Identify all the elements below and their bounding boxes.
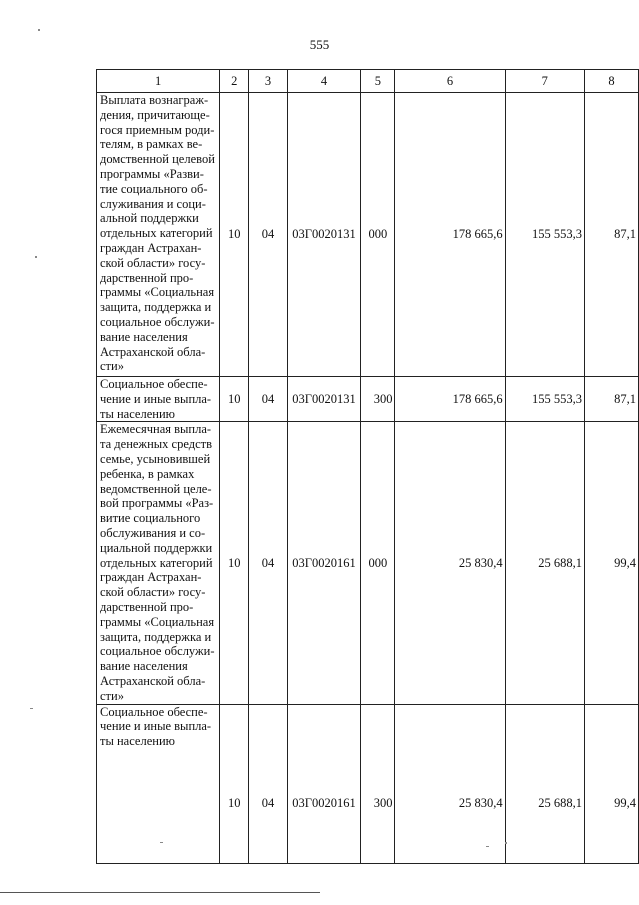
table-header-row — [97, 70, 639, 93]
section-cell: 10 — [220, 704, 249, 863]
expense-type-cell: 000 — [361, 422, 395, 704]
scan-speck — [35, 256, 37, 258]
scan-speck — [30, 708, 33, 709]
expense-name-cell: Ежемесячная выпла-та денежных средств семье, усыновившей ребенка, в рамках ведомственной целе-вой программы «Раз-витие социального обслуживания и со-циальной поддержки отдельных категорий граждан Астрахан-ской области» госу-дарственной про-граммы «Социальная защита, поддержка и социальное обслужи-вание населения Астраханской обла-сти» — [97, 422, 220, 704]
header-cell: 5 — [361, 70, 395, 93]
header-cell: 8 — [585, 70, 639, 93]
target-article-cell: 03Г0020131 — [287, 377, 361, 422]
subsection-cell: 04 — [249, 93, 287, 377]
header-cell: 1 — [97, 70, 220, 93]
scan-speck — [505, 842, 507, 844]
section-cell: 10 — [220, 377, 249, 422]
scan-speck — [486, 846, 489, 847]
approved-amount-cell: 25 830,4 — [395, 422, 505, 704]
header-cell: 7 — [505, 70, 584, 93]
expense-name-cell: Выплата вознаграж-дения, причитающе-гося приемным роди-телям, в рамках ве-домственной целевой программы «Разви-тие социального об-служивания и соци-альной поддержки отдельных категорий граждан Астрахан-ской области» госу-дарственной про-граммы «Социальная защита, поддержка и социальное обслужи-вание населения Астраханской обла-сти» — [97, 93, 220, 377]
table-row — [97, 93, 639, 377]
page-number: 555 — [309, 37, 330, 52]
target-article-cell: 03Г0020161 — [287, 422, 361, 704]
header-cell: 4 — [287, 70, 361, 93]
executed-amount-cell: 155 553,3 — [505, 377, 584, 422]
section-cell: 10 — [220, 422, 249, 704]
execution-percent-cell: 87,1 — [585, 93, 639, 377]
header-cell: 6 — [395, 70, 505, 93]
approved-amount-cell: 178 665,6 — [395, 377, 505, 422]
target-article-cell: 03Г0020161 — [287, 704, 361, 863]
executed-amount-cell: 25 688,1 — [505, 704, 584, 863]
bottom-rule — [0, 892, 320, 893]
execution-percent-cell: 87,1 — [585, 377, 639, 422]
scan-speck — [38, 29, 40, 31]
subsection-cell: 04 — [249, 704, 287, 863]
executed-amount-cell: 155 553,3 — [505, 93, 584, 377]
subsection-cell: 04 — [249, 422, 287, 704]
execution-percent-cell: 99,4 — [585, 704, 639, 863]
header-cell: 2 — [220, 70, 249, 93]
expense-name-cell: Социальное обеспе-чение и иные выпла-ты населению — [97, 377, 220, 422]
expense-type-cell: 300 — [361, 377, 395, 422]
target-article-cell: 03Г0020131 — [287, 93, 361, 377]
budget-table — [96, 69, 639, 864]
section-cell: 10 — [220, 93, 249, 377]
expense-type-cell: 000 — [361, 93, 395, 377]
table-row — [97, 704, 639, 863]
expense-type-cell: 300 — [361, 704, 395, 863]
execution-percent-cell: 99,4 — [585, 422, 639, 704]
expense-name-cell: Социальное обеспе-чение и иные выпла-ты населению — [97, 704, 220, 863]
approved-amount-cell: 178 665,6 — [395, 93, 505, 377]
executed-amount-cell: 25 688,1 — [505, 422, 584, 704]
subsection-cell: 04 — [249, 377, 287, 422]
table-row — [97, 377, 639, 422]
header-cell: 3 — [249, 70, 287, 93]
approved-amount-cell: 25 830,4 — [395, 704, 505, 863]
scan-speck — [160, 842, 163, 843]
table-row — [97, 422, 639, 704]
